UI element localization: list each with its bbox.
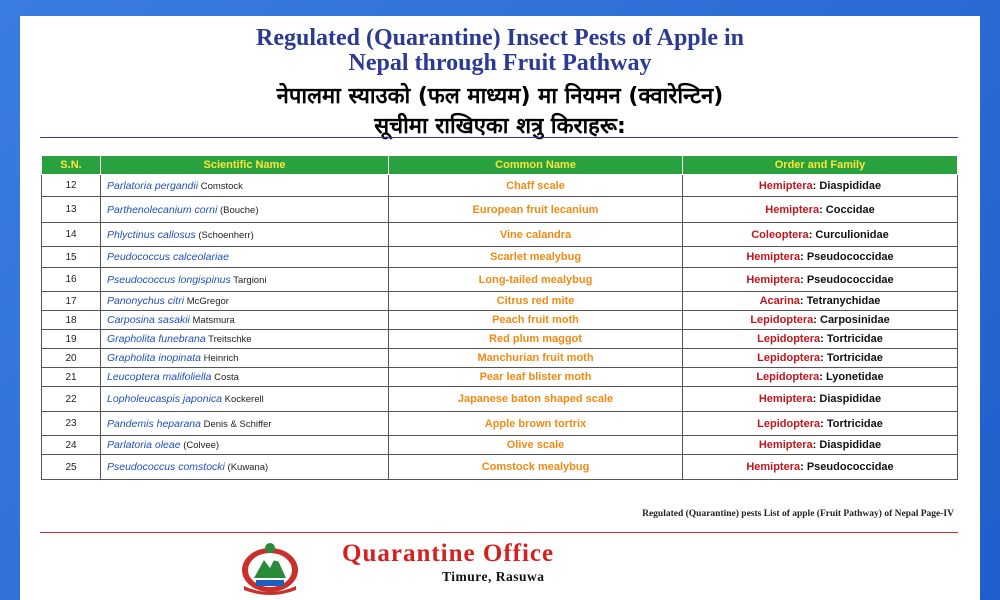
order-name: Hemiptera	[746, 251, 801, 263]
cell-common-name: Japanese baton shaped scale	[389, 387, 683, 412]
table-row	[42, 349, 958, 368]
cell-scientific-name	[101, 223, 389, 247]
family-name: Tortricidae	[826, 333, 883, 345]
cell-order-family	[683, 311, 958, 330]
cell-order-family	[683, 175, 958, 197]
cell-sn: 24	[42, 436, 101, 455]
scientific-name-binomial: Grapholita funebrana	[107, 333, 206, 345]
scientific-name-author: Treitschke	[208, 334, 252, 345]
header-order-family: Order and Family	[683, 156, 958, 175]
cell-scientific-name	[101, 247, 389, 268]
table-body	[42, 175, 958, 480]
scientific-name-author: (Bouche)	[219, 204, 259, 216]
family-name: Coccidae	[825, 203, 875, 216]
document-page	[20, 16, 980, 600]
cell-scientific-name	[101, 292, 389, 311]
scientific-name-author: (Kuwana)	[227, 462, 269, 473]
family-name: Tortricidae	[826, 352, 883, 364]
cell-common-name: Scarlet mealybug	[389, 247, 683, 268]
scientific-name-binomial: Parthenolecanium corni	[107, 203, 218, 216]
cell-sn: 17	[42, 292, 101, 311]
family-name: Tortricidae	[826, 417, 883, 430]
footer-divider	[40, 532, 958, 533]
order-family-separator: :	[812, 439, 820, 451]
scientific-name-author: (Schoenherr)	[198, 229, 254, 241]
header-scientific-name: Scientific Name	[101, 156, 389, 175]
scientific-name-author: Heinrich	[203, 353, 239, 364]
order-name: Hemiptera	[746, 461, 801, 473]
table-row	[42, 311, 958, 330]
cell-order-family	[683, 412, 958, 436]
family-name: Diaspididae	[819, 393, 882, 405]
scientific-name-author: Comstock	[200, 180, 243, 192]
order-name: Lepidoptera	[757, 333, 821, 345]
scientific-name-binomial: Panonychus citri	[107, 295, 185, 307]
office-location: Timure, Rasuwa	[442, 569, 545, 584]
order-name: Lepidoptera	[757, 417, 821, 430]
order-name: Lepidoptera	[756, 371, 820, 383]
family-name: Diaspididae	[819, 179, 882, 192]
cell-sn: 19	[42, 330, 101, 349]
scientific-name-binomial: Pandemis heparana	[107, 417, 201, 430]
cell-common-name: Pear leaf blister moth	[389, 368, 683, 387]
cell-common-name: Olive scale	[389, 436, 683, 455]
table-row	[42, 247, 958, 268]
header-common-name: Common Name	[389, 156, 683, 175]
table-row	[42, 330, 958, 349]
scientific-name-binomial: Leucoptera malifoliella	[107, 371, 212, 383]
table-row	[42, 368, 958, 387]
cell-order-family	[683, 223, 958, 247]
order-family-separator: :	[799, 295, 807, 307]
scientific-name-binomial: Pseudococcus comstocki	[107, 461, 225, 473]
table-row	[42, 436, 958, 455]
cell-common-name: Peach fruit moth	[389, 311, 683, 330]
cell-order-family	[683, 349, 958, 368]
table-row	[42, 292, 958, 311]
family-name: Diaspididae	[819, 439, 882, 451]
cell-common-name: European fruit lecanium	[389, 197, 683, 223]
cell-common-name: Comstock mealybug	[389, 455, 683, 480]
scientific-name-author: McGregor	[186, 296, 229, 307]
family-name: Curculionidae	[815, 228, 889, 241]
order-name: Hemiptera	[758, 393, 813, 405]
order-family-separator: :	[820, 352, 827, 364]
pest-table	[41, 155, 958, 480]
cell-order-family	[683, 455, 958, 480]
order-name: Hemiptera	[746, 273, 801, 286]
cell-sn: 12	[42, 175, 101, 197]
nepali-title-line2: सूचीमा राखिएका शत्रु किराहरू:	[374, 114, 626, 139]
cell-sn: 22	[42, 387, 101, 412]
cell-order-family	[683, 268, 958, 292]
cell-order-family	[683, 247, 958, 268]
cell-order-family	[683, 197, 958, 223]
cell-scientific-name	[101, 412, 389, 436]
order-name: Acarina	[759, 295, 800, 307]
cell-scientific-name	[101, 455, 389, 480]
scientific-name-binomial: Parlatoria oleae	[107, 439, 181, 451]
english-title	[20, 26, 980, 76]
table-row	[42, 175, 958, 197]
cell-common-name: Red plum maggot	[389, 330, 683, 349]
nepal-emblem-icon	[238, 540, 302, 596]
cell-common-name: Citrus red mite	[389, 292, 683, 311]
cell-sn: 18	[42, 311, 101, 330]
order-name: Hemiptera	[758, 179, 813, 192]
cell-scientific-name	[101, 330, 389, 349]
table-row	[42, 387, 958, 412]
order-name: Coleoptera	[751, 228, 809, 241]
cell-scientific-name	[101, 387, 389, 412]
cell-scientific-name	[101, 268, 389, 292]
order-family-separator: :	[800, 273, 807, 286]
order-family-separator: :	[820, 333, 827, 345]
family-name: Pseudococcidae	[806, 273, 894, 286]
cell-common-name: Vine calandra	[389, 223, 683, 247]
office-name: Quarantine Office	[342, 540, 555, 567]
cell-sn: 20	[42, 349, 101, 368]
table-header-row	[42, 156, 958, 175]
family-name: Pseudococcidae	[806, 251, 894, 263]
scientific-name-binomial: Parlatoria pergandii	[107, 179, 199, 192]
cell-common-name: Manchurian fruit moth	[389, 349, 683, 368]
scientific-name-author: Costa	[214, 372, 239, 383]
cell-sn: 15	[42, 247, 101, 268]
cell-order-family	[683, 292, 958, 311]
cell-order-family	[683, 387, 958, 412]
cell-scientific-name	[101, 197, 389, 223]
cell-scientific-name	[101, 311, 389, 330]
scientific-name-author: Denis & Schiffer	[203, 418, 272, 430]
cell-sn: 25	[42, 455, 101, 480]
scientific-name-author: Kockerell	[224, 394, 264, 405]
order-name: Hemiptera	[758, 439, 813, 451]
order-name: Lepidoptera	[750, 314, 814, 326]
cell-sn: 14	[42, 223, 101, 247]
family-name: Carposinidae	[820, 314, 890, 326]
english-title-line1: Regulated (Quarantine) Insect Pests of Apple in	[256, 25, 744, 51]
scientific-name-binomial: Phlyctinus callosus	[107, 228, 196, 241]
table-row	[42, 268, 958, 292]
family-name: Tetranychidae	[806, 295, 881, 307]
table-row	[42, 412, 958, 436]
cell-scientific-name	[101, 436, 389, 455]
cell-scientific-name	[101, 349, 389, 368]
cell-order-family	[683, 330, 958, 349]
scientific-name-binomial: Peudococcus calceolariae	[107, 251, 229, 263]
english-title-line2: Nepal through Fruit Pathway	[348, 50, 652, 76]
cell-order-family	[683, 436, 958, 455]
scientific-name-binomial: Carposina sasakii	[107, 314, 190, 326]
cell-sn: 23	[42, 412, 101, 436]
order-family-separator: :	[812, 393, 820, 405]
family-name: Pseudococcidae	[806, 461, 894, 473]
cell-scientific-name	[101, 175, 389, 197]
order-family-separator: :	[800, 461, 807, 473]
order-name: Lepidoptera	[757, 352, 821, 364]
order-family-separator: :	[812, 179, 820, 192]
scientific-name-binomial: Grapholita inopinata	[107, 352, 201, 364]
page-note: Regulated (Quarantine) pests List of apple (Fruit Pathway) of Nepal Page-IV	[642, 509, 954, 519]
title-divider	[40, 137, 958, 138]
table-row	[42, 223, 958, 247]
order-name: Hemiptera	[765, 203, 820, 216]
table-row	[42, 455, 958, 480]
cell-common-name: Long-tailed mealybug	[389, 268, 683, 292]
scientific-name-author: (Colvee)	[183, 440, 220, 451]
nepali-title	[20, 82, 980, 142]
order-family-separator: :	[819, 371, 826, 383]
order-family-separator: :	[808, 228, 816, 241]
cell-sn: 16	[42, 268, 101, 292]
order-family-separator: :	[800, 251, 807, 263]
scientific-name-binomial: Lopholeucaspis japonica	[107, 393, 223, 405]
order-family-separator: :	[820, 417, 827, 430]
cell-common-name: Chaff scale	[389, 175, 683, 197]
table-row	[42, 197, 958, 223]
scientific-name-author: Targioni	[233, 274, 267, 286]
cell-scientific-name	[101, 368, 389, 387]
cell-sn: 13	[42, 197, 101, 223]
nepali-title-line1: नेपालमा स्याउको (फल माध्यम) मा नियमन (क्वारेन्टिन)	[276, 84, 724, 109]
cell-sn: 21	[42, 368, 101, 387]
cell-common-name: Apple brown tortrix	[389, 412, 683, 436]
header-sn: S.N.	[42, 156, 101, 175]
scientific-name-author: Matsmura	[192, 315, 235, 326]
family-name: Lyonetidae	[826, 371, 884, 383]
order-family-separator: :	[813, 314, 820, 326]
scientific-name-binomial: Pseudococcus longispinus	[107, 273, 231, 286]
cell-order-family	[683, 368, 958, 387]
order-family-separator: :	[819, 203, 826, 216]
